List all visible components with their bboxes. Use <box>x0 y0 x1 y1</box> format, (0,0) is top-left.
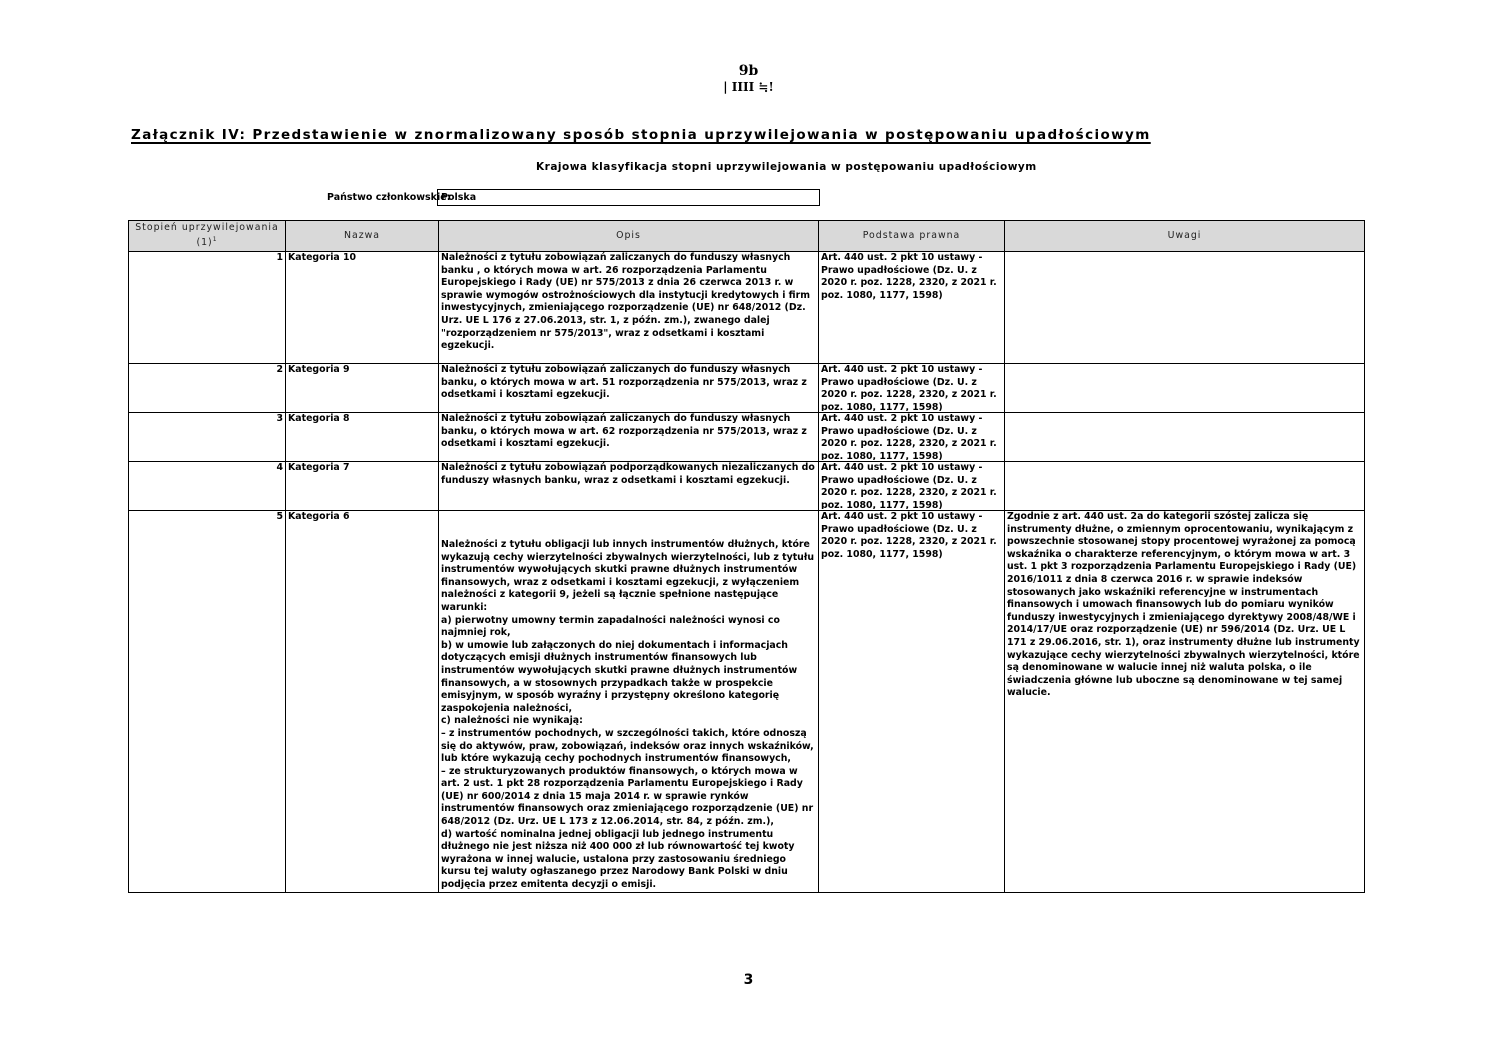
table-row <box>129 511 1365 893</box>
column-header-rank-label: Stopień uprzywilejowania (1) <box>135 221 279 249</box>
column-header-name: Nazwa <box>286 221 439 252</box>
description-paragraph: Należności z tytułu obligacji lub innych instrumentów dłużnych, które wykazują cechy wierzytelności zbywalnych wierzytelności, lub z tytułu instrumentów wywołujących skutki prawne dłużnych instrumentów finansowych, wraz z odsetkami i kosztami egzekucji, z wyłączeniem należności z kategorii 9, jeżeli są łącznie spełnione następujące warunki: <box>441 539 815 613</box>
legal-basis-cell <box>819 462 1005 511</box>
rank-cell: 3 <box>129 413 286 462</box>
priority-ranking-table <box>128 220 1365 893</box>
legal-basis-text: Art. 440 ust. 2 pkt 10 ustawy - Prawo upadłościowe (Dz. U. z 2020 r. poz. 1228, 2320, z 2021 r. poz. 1080, 1177, 1598) <box>821 462 997 509</box>
legal-basis-text: Art. 440 ust. 2 pkt 10 ustawy - Prawo upadłościowe (Dz. U. z 2020 r. poz. 1228, 2320, z 2021 r. poz. 1080, 1177, 1598) <box>821 364 997 411</box>
name-cell: Kategoria 9 <box>286 364 439 413</box>
description-condition-c-item-1: – z instrumentów pochodnych, w szczególności takich, które odnoszą się do aktywów, praw, zobowiązań, indeksów oraz innych wskaźników, lub które wykazują cechy pochodnych instrumentów finansowych, <box>441 727 814 765</box>
legal-basis-cell: Art. 440 ust. 2 pkt 10 ustawy - Prawo upadłościowe (Dz. U. z 2020 r. poz. 1228, 2320, z 2021 r. poz. 1080, 1177, 1598) <box>819 511 1005 893</box>
remarks-cell <box>1005 364 1365 413</box>
description-condition-c: c) należności nie wynikają: <box>441 715 583 727</box>
document-subtitle: Krajowa klasyfikacja stopni uprzywilejowania w postępowaniu upadłościowym <box>536 161 1037 173</box>
table-row <box>129 252 1365 364</box>
document-title: Załącznik IV: Przedstawienie w znormalizowany sposób stopnia uprzywilejowania w postępowaniu upadłościowym <box>131 127 1151 143</box>
description-condition-d: d) wartość nominalna jednej obligacji lub jednego instrumentu dłużnego nie jest niższa niż 400 000 zł lub równowartość tej kwoty wyrażona w innej walucie, ustalona przy zastosowaniu średniego kursu tej waluty ogłaszanego przez Narodowy Bank Polski w dniu podjęcia przez emitenta decyzji o emisji. <box>441 828 795 891</box>
header-code-line-2: | IIII ≒! <box>723 80 774 94</box>
rank-cell: 5 <box>129 511 286 893</box>
column-header-rank <box>129 221 286 252</box>
description-condition-c-item-2: – ze strukturyzowanych produktów finansowych, o których mowa w art. 2 ust. 1 pkt 28 rozporządzenia Parlamentu Europejskiego i Rady (UE) nr 600/2014 z dnia 15 maja 2014 r. w sprawie rynków instrumentów finansowych oraz zmieniającego rozporządzenie (UE) nr 648/2012 (Dz. Urz. UE L 173 z 12.06.2014, str. 84, z późn. zm.), <box>441 765 814 828</box>
table-row <box>129 364 1365 413</box>
column-header-remarks: Uwagi <box>1005 221 1365 252</box>
description-cell: Należności z tytułu zobowiązań podporządkowanych niezaliczanych do funduszy własnych banku, wraz z odsetkami i kosztami egzekucji. <box>439 462 819 511</box>
table-header-row <box>129 221 1365 252</box>
member-state-label: Państwo członkowskie: <box>327 192 451 203</box>
remarks-cell <box>1005 252 1365 364</box>
rank-cell: 1 <box>129 252 286 364</box>
legal-basis-text: Art. 440 ust. 2 pkt 10 ustawy - Prawo upadłościowe (Dz. U. z 2020 r. poz. 1228, 2320, z 2021 r. poz. 1080, 1177, 1598) <box>821 413 997 460</box>
name-cell: Kategoria 8 <box>286 413 439 462</box>
column-header-legal-basis: Podstawa prawna <box>819 221 1005 252</box>
description-cell <box>439 511 819 893</box>
remarks-cell <box>1005 413 1365 462</box>
table-row <box>129 413 1365 462</box>
name-cell: Kategoria 7 <box>286 462 439 511</box>
description-condition-b: b) w umowie lub załączonych do niej dokumentach i informacjach dotyczących emisji dłużnych instrumentów finansowych lub instrumentów wywołujących skutki prawne dłużnych instrumentów finansowych, a w stosownych przypadkach także w prospekcie emisyjnym, w sposób wyraźny i przystępny określono kategorię zaspokojenia należności, <box>441 639 798 714</box>
description-cell: Należności z tytułu zobowiązań zaliczanych do funduszy własnych banku , o których mowa w art. 26 rozporządzenia Parlamentu Europejskiego i Rady (UE) nr 575/2013 z dnia 26 czerwca 2013 r. w sprawie wymogów ostrożnościowych dla instytucji kredytowych i firm inwestycyjnych, zmieniającego rozporządzenie (UE) nr 648/2012 (Dz. Urz. UE L 176 z 27.06.2013, str. 1, z późn. zm.), zwanego dalej "rozporządzeniem nr 575/2013", wraz z odsetkami i kosztami egzekucji. <box>439 252 819 364</box>
footnote-marker: 1 <box>212 236 218 244</box>
description-cell: Należności z tytułu zobowiązań zaliczanych do funduszy własnych banku, o których mowa w art. 51 rozporządzenia nr 575/2013, wraz z odsetkami i kosztami egzekucji. <box>439 364 819 413</box>
header-code-line-1: 9b <box>738 63 759 79</box>
column-header-description: Opis <box>439 221 819 252</box>
rank-cell: 2 <box>129 364 286 413</box>
legal-basis-cell: Art. 440 ust. 2 pkt 10 ustawy - Prawo upadłościowe (Dz. U. z 2020 r. poz. 1228, 2320, z 2021 r. poz. 1080, 1177, 1598) <box>819 252 1005 364</box>
remarks-cell: Zgodnie z art. 440 ust. 2a do kategorii szóstej zalicza się instrumenty dłużne, o zmiennym oprocentowaniu, wynikającym z powszechnie stosowanej stopy procentowej wyrażonej za pomocą wskaźnika o charakterze referencyjnym, o którym mowa w art. 3 ust. 1 pkt 3 rozporządzenia Parlamentu Europejskiego i Rady (UE) 2016/1011 z dnia 8 czerwca 2016 r. w sprawie indeksów stosowanych jako wskaźniki referencyjne w instrumentach finansowych i umowach finansowych lub do pomiaru wyników funduszy inwestycyjnych i zmieniającego dyrektywy 2008/48/WE i 2014/17/UE oraz rozporządzenie (UE) nr 596/2014 (Dz. Urz. UE L 171 z 29.06.2016, str. 1), oraz instrumenty dłużne lub instrumenty wykazujące cechy wierzytelności zbywalnych wierzytelności, które są denominowane w walucie innej niż waluta polska, o ile świadczenia główne lub uboczne są denominowane w tej samej walucie. <box>1005 511 1365 893</box>
table-row <box>129 462 1365 511</box>
member-state-field: Polska <box>437 189 820 206</box>
legal-basis-cell <box>819 413 1005 462</box>
page-number: 3 <box>743 972 754 988</box>
name-cell: Kategoria 10 <box>286 252 439 364</box>
description-cell: Należności z tytułu zobowiązań zaliczanych do funduszy własnych banku, o których mowa w art. 62 rozporządzenia nr 575/2013, wraz z odsetkami i kosztami egzekucji. <box>439 413 819 462</box>
rank-cell: 4 <box>129 462 286 511</box>
remarks-cell <box>1005 462 1365 511</box>
name-cell: Kategoria 6 <box>286 511 439 893</box>
legal-basis-cell <box>819 364 1005 413</box>
description-condition-a: a) pierwotny umowny termin zapadalności należności wynosi co najmniej rok, <box>441 614 780 639</box>
